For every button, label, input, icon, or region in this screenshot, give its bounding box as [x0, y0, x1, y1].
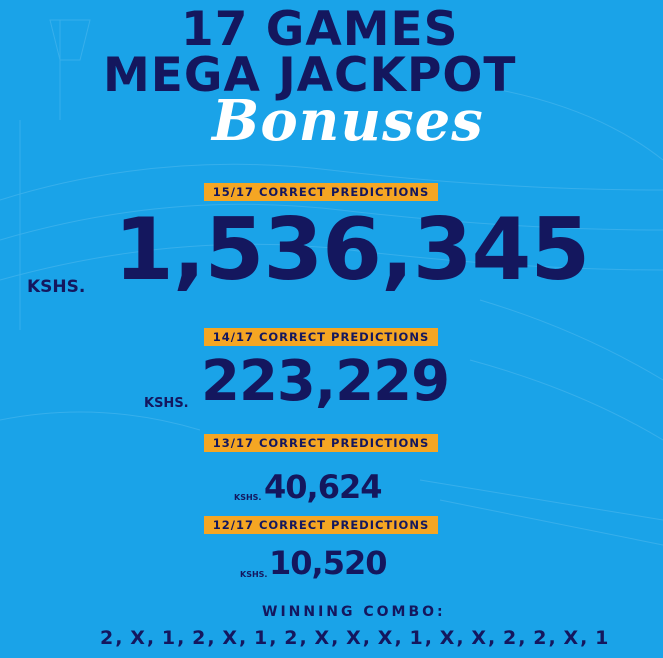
- tier-4-label: 12/17 CORRECT PREDICTIONS: [204, 516, 438, 534]
- tier-3-label: 13/17 CORRECT PREDICTIONS: [204, 434, 438, 452]
- title-line-1: 17 GAMES: [181, 2, 459, 57]
- tier-1-label: 15/17 CORRECT PREDICTIONS: [204, 183, 438, 201]
- tier-4-amount: 10,520: [269, 544, 387, 582]
- tier-3-amount: 40,624: [264, 468, 382, 506]
- title-bonuses: Bonuses: [212, 88, 484, 154]
- tier-2-amount: 223,229: [201, 349, 450, 414]
- tier-4-currency: KSHS.: [240, 570, 268, 579]
- winning-combo-label: WINNING COMBO:: [262, 604, 446, 620]
- winning-combo-value: 2, X, 1, 2, X, 1, 2, X, X, X, 1, X, X, 2, 2, X, 1: [100, 627, 611, 649]
- tier-1-currency: KSHS.: [27, 277, 86, 297]
- tier-2-currency: KSHS.: [144, 396, 189, 411]
- tier-3-currency: KSHS.: [234, 493, 262, 502]
- tier-1-amount: 1,536,345: [114, 200, 590, 300]
- tier-2-label: 14/17 CORRECT PREDICTIONS: [204, 328, 438, 346]
- title-line-2: MEGA JACKPOT: [103, 48, 517, 103]
